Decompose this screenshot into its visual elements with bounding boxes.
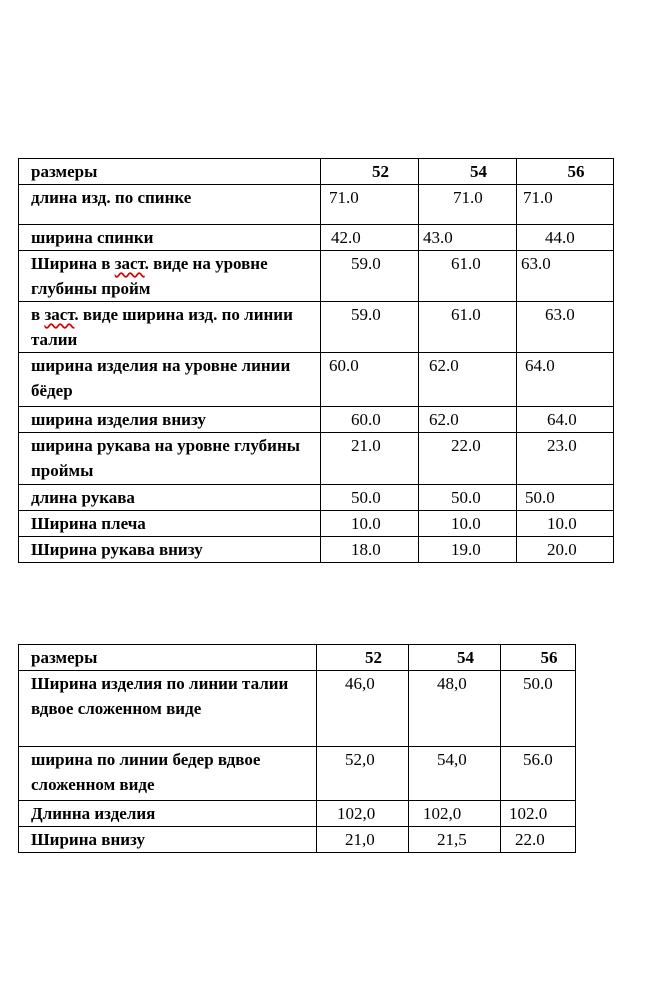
cell-value: 59.0 bbox=[321, 302, 419, 353]
cell-value: 60.0 bbox=[321, 407, 419, 433]
cell-value: 62.0 bbox=[419, 353, 517, 407]
row-label: ширина рукава на уровне глубины проймы bbox=[19, 433, 321, 485]
cell-value: 10.0 bbox=[321, 511, 419, 537]
table-row bbox=[19, 185, 614, 225]
cell-value: 21,5 bbox=[409, 827, 501, 853]
cell-value: 50.0 bbox=[501, 671, 576, 747]
cell-value: 19.0 bbox=[419, 537, 517, 563]
cell-value: 71.0 bbox=[419, 185, 517, 225]
row-label: Ширина рукава внизу bbox=[19, 537, 321, 563]
row-label: Длинна изделия bbox=[19, 801, 317, 827]
table-row bbox=[19, 747, 576, 801]
cell-value: 22.0 bbox=[501, 827, 576, 853]
cell-value: 64.0 bbox=[517, 353, 614, 407]
table-row bbox=[19, 801, 576, 827]
cell-value: 61.0 bbox=[419, 302, 517, 353]
cell-value: 102.0 bbox=[501, 801, 576, 827]
table-row bbox=[19, 485, 614, 511]
size-table-2 bbox=[18, 644, 576, 853]
cell-value: 44.0 bbox=[517, 225, 614, 251]
row-label: Ширина изделия по линии талии вдвое сложенном виде bbox=[19, 671, 317, 747]
row-label: Ширина в заст. виде на уровне глубины пройм bbox=[19, 251, 321, 302]
cell-value: 20.0 bbox=[517, 537, 614, 563]
header-size-52: 52 bbox=[317, 645, 409, 671]
cell-value: 42.0 bbox=[321, 225, 419, 251]
cell-value: 48,0 bbox=[409, 671, 501, 747]
row-label: ширина изделия на уровне линии бёдер bbox=[19, 353, 321, 407]
cell-value: 59.0 bbox=[321, 251, 419, 302]
table-row bbox=[19, 827, 576, 853]
row-label: Ширина внизу bbox=[19, 827, 317, 853]
row-label: длина изд. по спинке bbox=[19, 185, 321, 225]
table-row bbox=[19, 433, 614, 485]
cell-value: 63.0 bbox=[517, 251, 614, 302]
cell-value: 22.0 bbox=[419, 433, 517, 485]
header-size-56: 56 bbox=[517, 159, 614, 185]
table-row bbox=[19, 225, 614, 251]
cell-value: 50.0 bbox=[419, 485, 517, 511]
header-sizes-label: размеры bbox=[19, 159, 321, 185]
cell-value: 52,0 bbox=[317, 747, 409, 801]
table-header-row bbox=[19, 159, 614, 185]
size-table-1 bbox=[18, 158, 614, 563]
header-size-54: 54 bbox=[409, 645, 501, 671]
cell-value: 21,0 bbox=[317, 827, 409, 853]
table-row bbox=[19, 407, 614, 433]
cell-value: 43.0 bbox=[419, 225, 517, 251]
row-label: длина рукава bbox=[19, 485, 321, 511]
table-row bbox=[19, 353, 614, 407]
cell-value: 50.0 bbox=[517, 485, 614, 511]
cell-value: 56.0 bbox=[501, 747, 576, 801]
header-size-52: 52 bbox=[321, 159, 419, 185]
table-row bbox=[19, 302, 614, 353]
cell-value: 50.0 bbox=[321, 485, 419, 511]
cell-value: 60.0 bbox=[321, 353, 419, 407]
header-size-54: 54 bbox=[419, 159, 517, 185]
cell-value: 63.0 bbox=[517, 302, 614, 353]
cell-value: 62.0 bbox=[419, 407, 517, 433]
cell-value: 102,0 bbox=[317, 801, 409, 827]
cell-value: 64.0 bbox=[517, 407, 614, 433]
cell-value: 21.0 bbox=[321, 433, 419, 485]
header-sizes-label: размеры bbox=[19, 645, 317, 671]
row-label: ширина изделия внизу bbox=[19, 407, 321, 433]
table-header-row bbox=[19, 645, 576, 671]
cell-value: 46,0 bbox=[317, 671, 409, 747]
cell-value: 10.0 bbox=[419, 511, 517, 537]
cell-value: 71.0 bbox=[517, 185, 614, 225]
row-label: ширина по линии бедер вдвое сложенном виде bbox=[19, 747, 317, 801]
cell-value: 23.0 bbox=[517, 433, 614, 485]
table-row bbox=[19, 537, 614, 563]
header-size-56: 56 bbox=[501, 645, 576, 671]
cell-value: 102,0 bbox=[409, 801, 501, 827]
row-label: Ширина плеча bbox=[19, 511, 321, 537]
table-row bbox=[19, 511, 614, 537]
row-label: в заст. виде ширина изд. по линии талии bbox=[19, 302, 321, 353]
table-row bbox=[19, 671, 576, 747]
cell-value: 18.0 bbox=[321, 537, 419, 563]
cell-value: 61.0 bbox=[419, 251, 517, 302]
cell-value: 10.0 bbox=[517, 511, 614, 537]
row-label: ширина спинки bbox=[19, 225, 321, 251]
table-row bbox=[19, 251, 614, 302]
cell-value: 54,0 bbox=[409, 747, 501, 801]
cell-value: 71.0 bbox=[321, 185, 419, 225]
